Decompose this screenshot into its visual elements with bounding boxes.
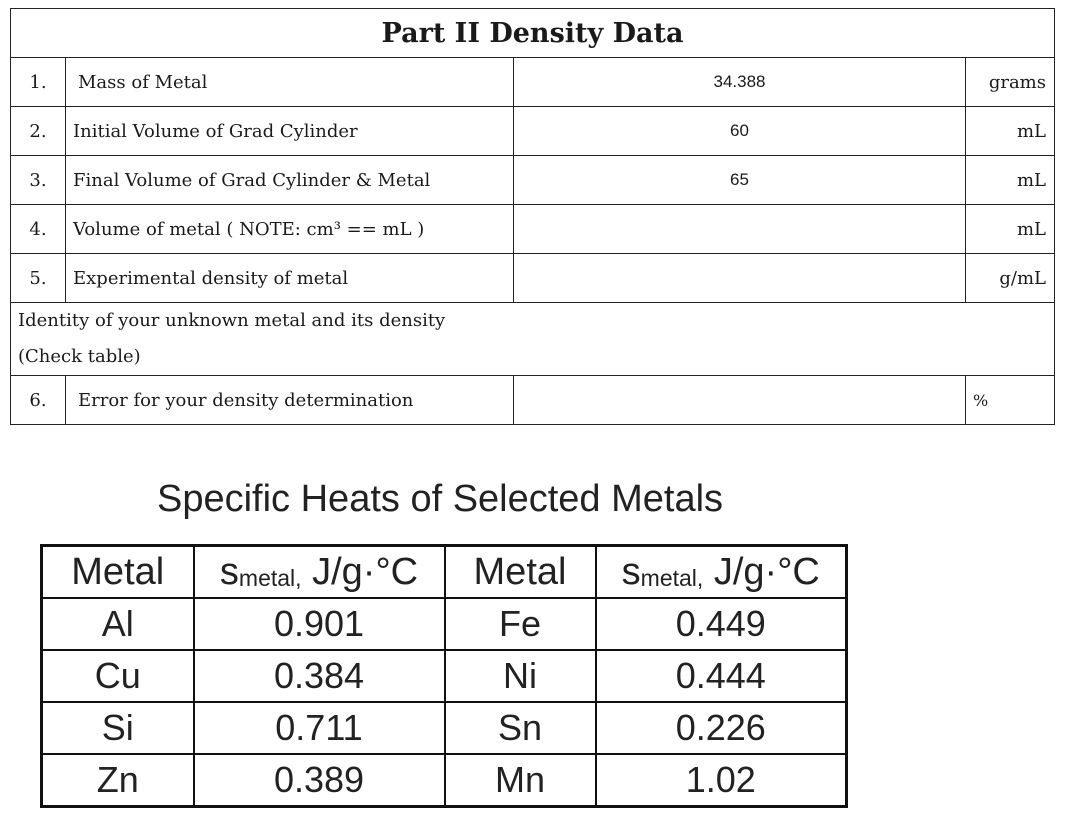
metal-name: Zn — [42, 754, 194, 807]
row-number: 2. — [11, 107, 66, 156]
table-header-row — [42, 546, 847, 599]
table-row — [42, 702, 847, 754]
s-subscript: metal, — [238, 564, 302, 591]
row-number: 4. — [11, 205, 66, 254]
specific-heat-value: 0.711 — [194, 702, 445, 754]
specific-heat-value: 0.444 — [596, 650, 847, 702]
specific-heat-value: 0.226 — [596, 702, 847, 754]
density-table-title: Part II Density Data — [11, 9, 1055, 58]
s-symbol: s — [219, 550, 239, 593]
identity-field[interactable] — [11, 303, 1055, 376]
table-row — [11, 205, 1055, 254]
error-value-field[interactable] — [514, 376, 966, 425]
row-unit: mL — [966, 205, 1055, 254]
identity-label: Identity of your unknown metal and its density — [18, 310, 446, 331]
specific-heats-title: Specific Heats of Selected Metals — [157, 478, 724, 520]
row-number: 5. — [11, 254, 66, 303]
metal-name: Sn — [445, 702, 596, 754]
row-label: Error for your density determination — [66, 376, 514, 425]
table-row — [11, 107, 1055, 156]
table-row — [42, 754, 847, 807]
row-unit: g/mL — [966, 254, 1055, 303]
specific-heat-value: 0.384 — [194, 650, 445, 702]
row-label: Mass of Metal — [66, 58, 514, 107]
row-number: 3. — [11, 156, 66, 205]
final-volume-field[interactable]: 65 — [514, 156, 966, 205]
metal-name: Cu — [42, 650, 194, 702]
row-label: Final Volume of Grad Cylinder & Metal — [66, 156, 514, 205]
table-row — [42, 650, 847, 702]
initial-volume-field[interactable]: 60 — [514, 107, 966, 156]
table-row — [11, 254, 1055, 303]
s-subscript: metal, — [640, 564, 704, 591]
metal-name: Si — [42, 702, 194, 754]
metal-column-header: Metal — [445, 546, 596, 599]
row-unit: mL — [966, 107, 1055, 156]
s-unit: J/g·°C — [703, 550, 820, 593]
row-label: Initial Volume of Grad Cylinder — [66, 107, 514, 156]
row-number: 6. — [11, 376, 66, 425]
table-row — [11, 376, 1055, 425]
specific-heats-table — [40, 544, 848, 808]
s-symbol: s — [621, 550, 641, 593]
specific-heat-value: 0.901 — [194, 598, 445, 650]
identity-hint: (Check table) — [18, 346, 141, 367]
table-row — [11, 156, 1055, 205]
specific-heat-value: 1.02 — [596, 754, 847, 807]
specific-heat-column-header — [596, 546, 847, 599]
row-unit: grams — [966, 58, 1055, 107]
table-row — [42, 598, 847, 650]
table-row — [11, 58, 1055, 107]
metal-name: Fe — [445, 598, 596, 650]
row-label: Experimental density of metal — [66, 254, 514, 303]
metal-volume-field[interactable] — [514, 205, 966, 254]
metal-name: Mn — [445, 754, 596, 807]
mass-value-field[interactable]: 34.388 — [514, 58, 966, 107]
row-unit: mL — [966, 156, 1055, 205]
row-label: Volume of metal ( NOTE: cm³ == mL ) — [66, 205, 514, 254]
specific-heat-column-header — [194, 546, 445, 599]
specific-heat-value: 0.449 — [596, 598, 847, 650]
density-data-table — [10, 8, 1055, 425]
metal-column-header: Metal — [42, 546, 194, 599]
specific-heat-value: 0.389 — [194, 754, 445, 807]
row-unit: % — [966, 376, 1055, 425]
row-number: 1. — [11, 58, 66, 107]
identity-row — [11, 303, 1055, 376]
metal-name: Al — [42, 598, 194, 650]
s-unit: J/g·°C — [301, 550, 419, 593]
metal-name: Ni — [445, 650, 596, 702]
density-value-field[interactable] — [514, 254, 966, 303]
